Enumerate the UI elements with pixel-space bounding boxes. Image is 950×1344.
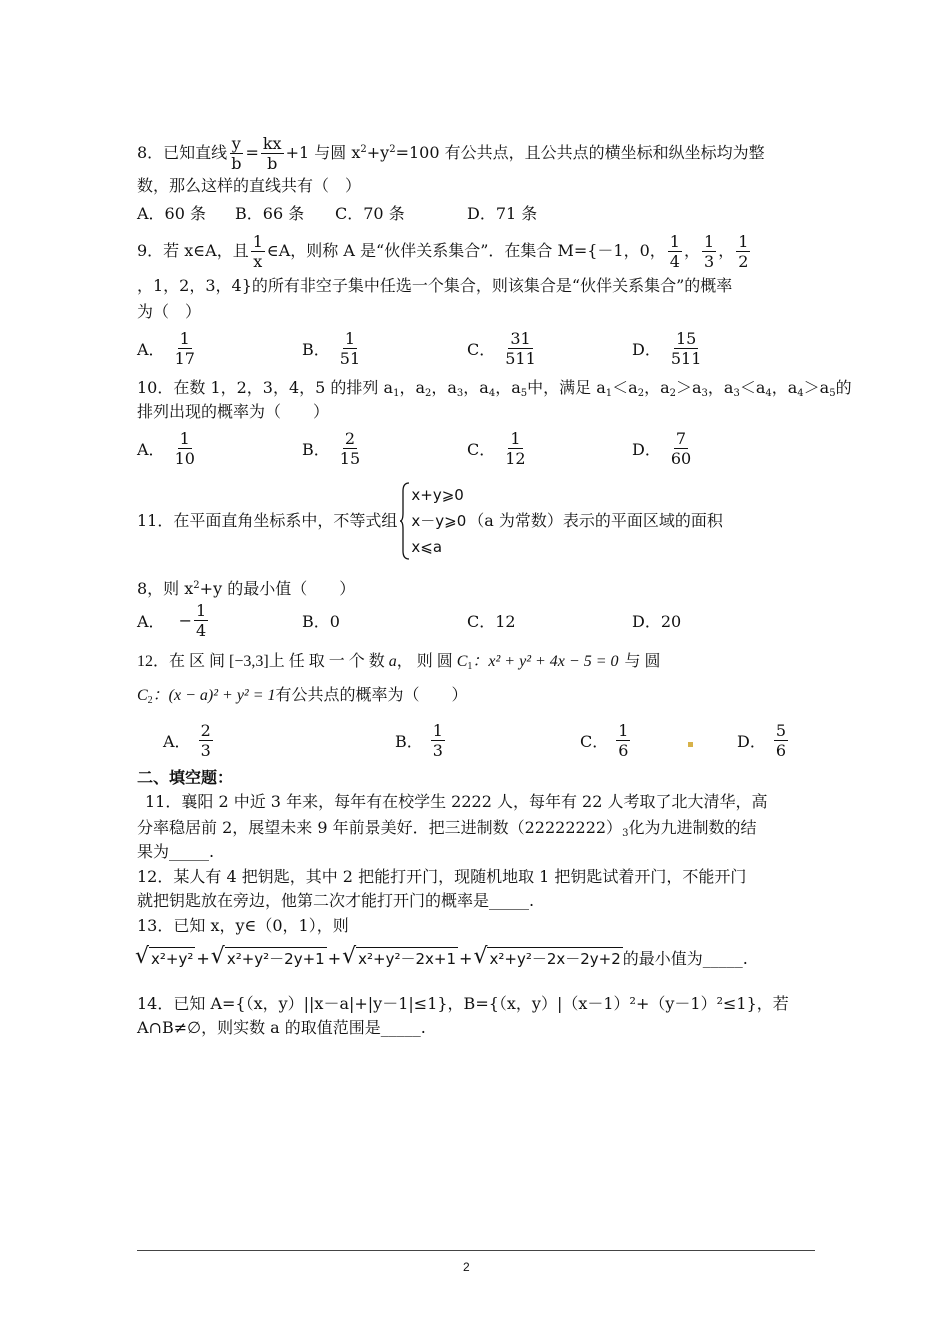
q10-line2: 排列出现的概率为（ ）: [137, 402, 330, 421]
q10-line1: 10．在数 1，2，3，4，5 的排列 $a_1$，$a_2$，$a_3$，$a_4$，$a_5$中，满足 $a_1<a_2$，$a_2>a_3$，$a_3<a_4$，$a_4>a_5$的: [137, 378, 852, 399]
sqrt-term-4: √ x²+y²－2x－2y+2: [473, 944, 621, 969]
inequality-2: x－y⩾0: [411, 512, 467, 530]
q9-line3: 为（ ）: [137, 302, 202, 321]
f11-line2: 分率稳居前 2，展望未来 9 年前景美好．把三进制数$(22222222)_3$化为九进制数的结: [137, 818, 757, 839]
f11-line1: 11．襄阳 2 中近 3 年来，每年有在校学生 2222 人，每年有 22 人考取了北大清华，高: [145, 792, 768, 811]
q8-frac-y-b: $\frac{y}{b}$: [231, 134, 242, 173]
left-brace-icon: [399, 481, 411, 561]
q12-line1: 12．在 区 间 [−3,3]上 任 取 一 个 数 a， 则 圆 $C_1$：x² + y² + 4x − 5 = 0 与 圆: [137, 653, 661, 672]
q10-option-a: A． $\frac{1}{10}$: [137, 428, 195, 468]
footer-divider: [137, 1250, 815, 1251]
f14-line2: A∩B≠∅，则实数 a 的取值范围是_____.: [137, 1018, 426, 1037]
q12-option-d: D． $\frac{5}{6}$: [737, 720, 787, 760]
q8-option-c: C．70 条: [335, 203, 405, 223]
q12-option-b: B． $\frac{1}{3}$: [395, 720, 443, 760]
sqrt-term-2: √ x²+y²－2y+1: [210, 944, 325, 969]
q12-line2: $C_2$：(x − a)² + y² = 1有公共点的概率为（ ）: [137, 687, 468, 706]
q8-line2: 数，那么这样的直线共有（ ）: [137, 176, 362, 195]
q10-option-b: B． $\frac{2}{15}$: [302, 428, 361, 468]
q9-option-a: A． $\frac{1}{17}$: [137, 328, 195, 368]
f12-line1: 12．某人有 4 把钥匙，其中 2 把能打开门，现随机地取 1 把钥匙试着开门，不能开门: [137, 867, 747, 886]
section-title: 二、填空题：: [137, 768, 234, 787]
q12-option-a: A． $\frac{2}{3}$: [163, 720, 211, 760]
q10-options: [137, 426, 817, 470]
q8-frac-kx-b: $\frac{kx}{b}$: [262, 134, 282, 173]
q8-options: [137, 190, 817, 234]
q9-option-b: B． $\frac{1}{51}$: [302, 328, 361, 368]
q11-option-d: D．20: [632, 611, 682, 631]
page-number: 2: [463, 1260, 470, 1274]
f12-line2: 就把钥匙放在旁边，他第二次才能打开门的概率是_____.: [137, 891, 535, 910]
sqrt-term-1: √ x²+y²: [135, 944, 194, 969]
q11-line1: 11．在平面直角坐标系中，不等式组 x+y⩾0 x－y⩾0 x⩽a （a 为常数）表示的平面区域的面积: [137, 478, 723, 564]
interval: [−3,3]: [229, 653, 269, 670]
q9-option-c: C． $\frac{31}{511}$: [467, 328, 536, 368]
decorative-dot: [688, 742, 693, 747]
inequality-1: x+y⩾0: [411, 486, 464, 504]
q8-option-a: A．60 条: [137, 203, 207, 223]
q8-option-b: B．66 条: [235, 203, 305, 223]
q9-options: [137, 326, 817, 370]
q10-option-d: D． $\frac{7}{60}$: [632, 428, 692, 468]
q9-line1: 9．若 x∈A，且 $\frac{1}{x}$ ∈A，则称 A 是“伙伴关系集合”．在集合 M={－1，0， $\frac{1}{4}$ ， $\frac{1}{3}$ ， $\frac{1}{2}$: [137, 232, 749, 271]
f11-line3: 果为_____.: [137, 842, 215, 861]
q11-options: [137, 598, 817, 642]
inequality-system: [399, 481, 466, 561]
q9-option-d: D． $\frac{15}{511}$: [632, 328, 702, 368]
inequality-3: x⩽a: [411, 538, 443, 556]
q11-option-a: A． − $\frac{1}{4}$: [137, 600, 207, 640]
f14-line1: 14．已知 A={（x，y）||x－a|+|y－1|≤1}，B={（x，y）|（x－1）²+（y－1）²≤1}，若: [137, 994, 789, 1013]
q11-line2: 8，则 $x^2+y$ 的最小值（ ）: [137, 579, 356, 598]
q11-option-c: C．12: [467, 611, 516, 631]
sqrt-term-3: √ x²+y²－2x+1: [342, 944, 457, 969]
f13-line1: 13．已知 x，y∈（0，1），则: [137, 916, 349, 935]
q9-frac-1-x: $\frac{1}{x}$: [252, 232, 263, 271]
q9-frac-1-4: $\frac{1}{4}$: [669, 232, 680, 271]
q10-option-c: C． $\frac{1}{12}$: [467, 428, 526, 468]
q11-option-b: B．0: [302, 611, 340, 631]
f13-expression: √ x²+y² + √ x²+y²－2y+1 + √ x²+y²－2x+1 + √ x²+y²－2x－2y+2 的最小值为_____.: [135, 944, 748, 969]
q9-frac-1-2: $\frac{1}{2}$: [738, 232, 749, 271]
q12-option-c: C． $\frac{1}{6}$: [580, 720, 629, 760]
q9-line2: ，1，2，3，4}的所有非空子集中任选一个集合，则该集合是“伙伴关系集合”的概率: [137, 276, 733, 295]
q12-options: [137, 718, 817, 762]
q8-line1: 8．已知直线 $\frac{y}{b}$ = $\frac{kx}{b}$ +1 与圆 $x^2+y^2=100$ 有公共点，且公共点的横坐标和纵坐标均为整: [137, 134, 765, 173]
q9-frac-1-3: $\frac{1}{3}$: [704, 232, 715, 271]
q8-option-d: D．71 条: [467, 203, 538, 223]
